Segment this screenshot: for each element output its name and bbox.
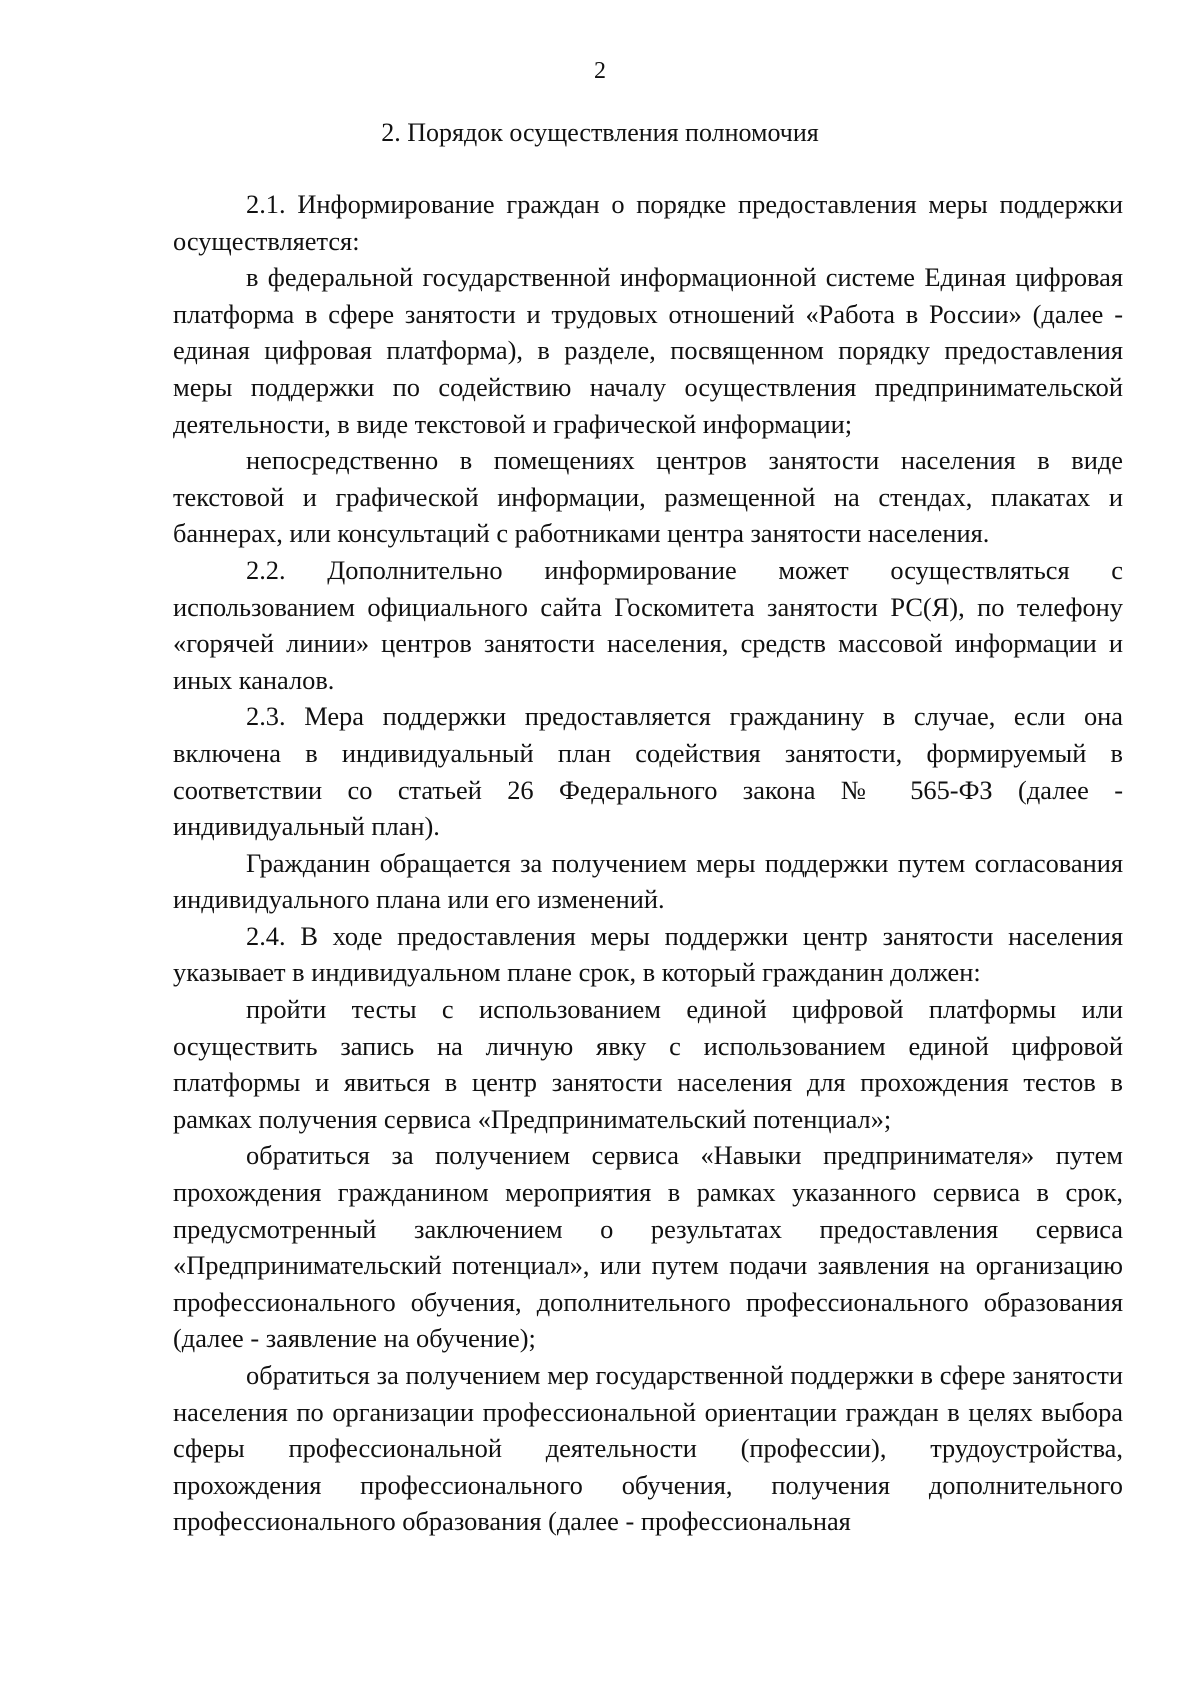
paragraph-2-4: 2.4. В ходе предоставления меры поддержки центр занятости населения указывает в индивидуальном плане срок, в который гражданин должен:: [173, 920, 1123, 988]
document-body: [173, 186, 1123, 1540]
paragraph-2-1: 2.1. Информирование граждан о порядке предоставления меры поддержки осуществляется:: [173, 189, 1123, 256]
paragraph-employment-centers: непосредственно в помещениях центров занятости населения в виде текстовой и графической информации, размещенной на стендах, плакатах и баннерах, или консультаций с работниками центра занятости населения.: [173, 445, 1123, 549]
paragraph-citizen-request: Гражданин обращается за получением меры поддержки путем согласования индивидуального плана или его изменений.: [173, 847, 1123, 915]
paragraph-2-3: 2.3. Мера поддержки предоставляется гражданину в случае, если она включена в индивидуальный план содействия занятости, формируемый в соответствии со статьей 26 Федерального закона № 565-ФЗ (далее - индивидуальный план).: [173, 701, 1123, 842]
page-number: 2: [594, 58, 606, 84]
paragraph-entrepreneur-skills: обратиться за получением сервиса «Навыки предпринимателя» путем прохождения гражданином мероприятия в рамках указанного сервиса в срок, предусмотренный заключением о результатах предоставления сервиса «Предпринимательский потенциал», или путем подачи заявления на организацию профессионального обучения, дополнительного профессионального образования (далее - заявление на обучение);: [173, 1140, 1123, 1354]
paragraph-2-2: 2.2. Дополнительно информирование может осуществляться с использованием официального сайта Госкомитета занятости РС(Я), по телефону «горячей линии» центров занятости населения, средств массовой информации и иных каналов.: [173, 554, 1123, 695]
paragraph-tests: пройти тесты с использованием единой цифровой платформы или осуществить запись на личную явку с использованием единой цифровой платформы и явиться в центр занятости населения для прохождения тестов в рамках получения сервиса «Предпринимательский потенциал»;: [173, 994, 1123, 1134]
paragraph-digital-platform: в федеральной государственной информационной системе Единая цифровая платформа в сфере занятости и трудовых отношений «Работа в России» (далее - единая цифровая платформа), в разделе, посвященном порядку предоставления меры поддержки по содействию началу осуществления предпринимательской деятельности, в виде текстовой и графической информации;: [173, 262, 1123, 439]
paragraph-state-support: обратиться за получением мер государственной поддержки в сфере занятости населения по организации профессиональной ориентации граждан в целях выбора сферы профессиональной деятельности (профессии), трудоустройства, прохождения профессионального обучения, получения дополнительного профессионального образования (далее - профессиональная: [173, 1360, 1123, 1537]
section-title: 2. Порядок осуществления полномочия: [381, 118, 819, 147]
